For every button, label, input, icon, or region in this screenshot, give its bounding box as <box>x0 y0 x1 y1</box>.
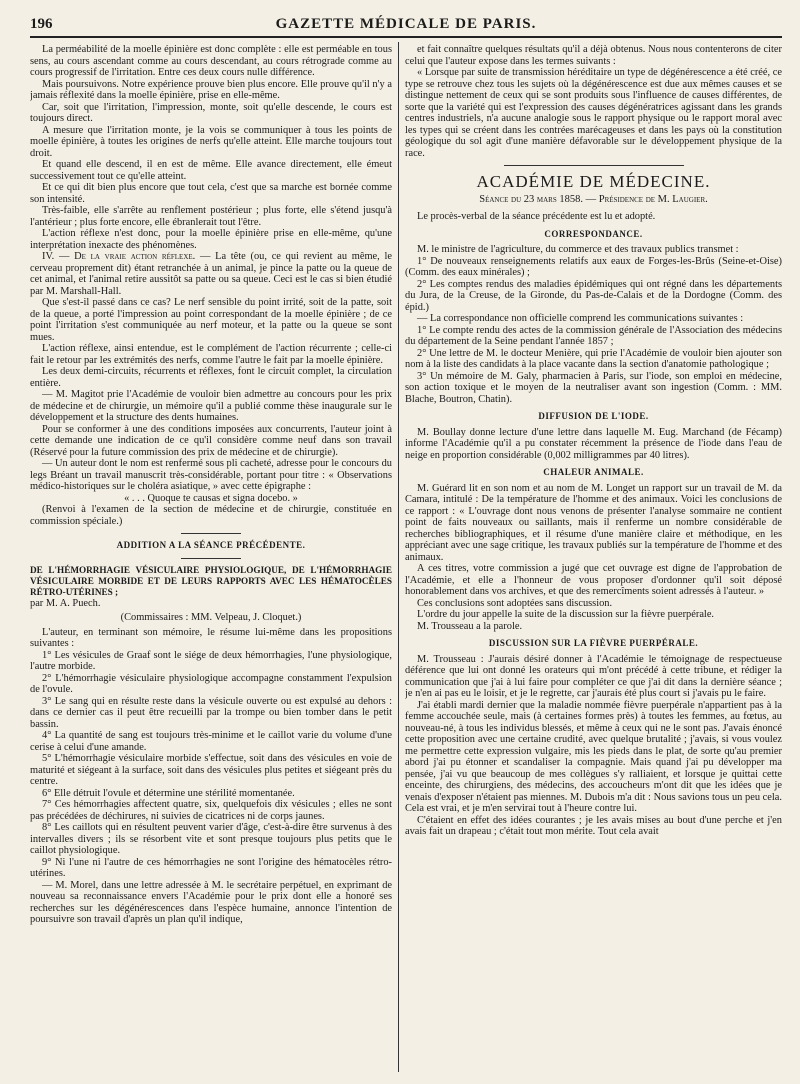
paragraph: — M. Morel, dans une lettre adressée à M. le secrétaire perpétuel, en exprimant de nouveau sa reconnaissance envers l'Académie pour le prix dont elle a honoré ses recherches sur les dégénérescences dans l'espèce humaine, annonce l'intention de poursuivre son travail d'après un plan qu'il indique, <box>30 879 392 925</box>
paragraph: Ces conclusions sont adoptées sans discussion. <box>417 597 613 609</box>
paragraph: Très-faible, elle s'arrête au renflement postérieur ; plus forte, elle s'étend jusqu'à l'antérieur ; plus forte encore, elle ébranlerait tout l'être. <box>30 205 392 228</box>
journal-title: GAZETTE MÉDICALE DE PARIS. <box>275 16 537 32</box>
paragraph: Et ce qui dit bien plus encore que tout cela, c'est que sa marche est bornée comme son intensité. <box>30 182 392 205</box>
quotation: « Lorsque par suite de transmission héréditaire un type de dégénérescence a été créé, ce type se retrouve chez tous les sujets où la dégénérescence est due aux mêmes causes et se distingue nettement de ceux qui se sont produits sous l'influence de causes différentes, de sorte que la variété qui est l'expression des causes dégénératrices agissant dans les grands centres industriels, n'a aucune analogie sous le rapport physique ou le rapport moral avec les types qui se créent dans les contrées marécageuses et dans les pays où la constitution géologique du sol agit d'une manière défavorable sur le développement physique de la race. <box>405 67 782 159</box>
separator <box>181 558 241 559</box>
left-column <box>30 44 392 926</box>
session-line: Séance du 23 mars 1858. — Présidence de M. Laugier. <box>479 193 708 205</box>
paragraph: L'action réflexe, ainsi entendue, est le complément de l'action récurrente ; celle-ci fait le retour par les extrémités des nerfs, comme l'autre le fait par la moelle épinière. <box>30 343 392 366</box>
paragraph: — Un auteur dont le nom est renfermé sous pli cacheté, adresse pour le concours du legs Bréant un travail manuscrit très-considérable, portant pour titre : « Observations médico-historiques sur le choléra asiatique, » avec cette épigraphe : <box>30 458 392 492</box>
paragraph: Le procès-verbal de la séance précédente est lu et adopté. <box>417 211 656 222</box>
list-item: 6° Elle détruit l'ovule et détermine une stérilité momentanée. <box>42 787 295 799</box>
section-heading: CHALEUR ANIMALE. <box>543 467 644 477</box>
paragraph: Pour se conformer à une des conditions imposées aux concurrents, l'auteur joint à cette demande une indication de ce qu'il considère comme neuf dans son travail (Réservé pour la future commission des prix de médecine et de chirurgie). <box>30 423 392 458</box>
section-label: IV. — De la vraie action réflexe. <box>42 251 196 262</box>
section-title: ACADÉMIE DE MÉDECINE. <box>476 172 711 191</box>
paragraph: 1° De nouveaux renseignements relatifs aux eaux de Forges-les-Brûs (Seine-et-Oise) (Comm. des eaux minérales) ; <box>405 255 782 278</box>
page-number: 196 <box>30 16 53 32</box>
paragraph: 2° Les comptes rendus des maladies épidémiques qui ont régné dans les départements du Jura, de la Creuse, de la Gironde, du Pas-de-Calais et de la Dordogne (Comm. des épid.) <box>405 278 782 313</box>
paragraph: 1° Le compte rendu des actes de la commission générale de l'Association des médecins du département de la Seine pendant l'année 1857 ; <box>405 324 782 347</box>
list-item: 9° Ni l'une ni l'autre de ces hémorrhagies ne sont l'origine des hématocèles rétro-utérines. <box>30 856 392 879</box>
paragraph: Car, soit que l'irritation, l'impression, monte, soit qu'elle descende, le cours est toujours direct. <box>30 101 392 124</box>
section-heading: CORRESPONDANCE. <box>544 228 643 239</box>
paragraph: Les deux demi-circuits, récurrents et réflexes, font le circuit complet, la circulation entière. <box>30 366 392 389</box>
paragraph: M. le ministre de l'agriculture, du commerce et des travaux publics transmet : <box>417 244 739 255</box>
paragraph: La perméabilité de la moelle épinière est donc complète : elle est perméable en tous sens, au cours ascendant comme au cours descendant, au cours rétrograde comme au cours progressif de l'irritation. Entre ces deux cours nulle différence. <box>30 44 392 78</box>
epigraph: « . . . Quoque te causas et signa docebo. » <box>124 492 298 504</box>
paragraph: M. Trousseau : J'aurais désiré donner à l'Académie le témoignage de respectueuse déférence que lui ont donné les orateurs qui m'ont précédé à cette tribune, et rédiger la communication que j'ai à lui faire pour compléter ce que j'ai dit dans la dernière séance ; je n'en ai pas eu le loisir, et je le regrette, car j'aurais été plus court si j'avais pu le faire. <box>405 653 782 699</box>
section-heading: DISCUSSION SUR LA FIÈVRE PUERPÉRALE. <box>488 638 699 648</box>
list-item: 7° Ces hémorrhagies affectent quatre, six, quelquefois dix vésicules ; elles ne sont pas précédées de déchirures, ni suivies de cicatrices ni de corps jaunes. <box>30 799 392 822</box>
paragraph: et fait connaître quelques résultats qu'il a déjà obtenus. Nous nous contenterons de citer celui que l'auteur expose dans les termes suivants : <box>405 44 782 67</box>
paragraph: Mais poursuivons. Notre expérience prouve bien plus encore. Elle prouve qu'il n'y a jamais réflexité dans la moelle épinière, prise en elle-même. <box>30 78 392 101</box>
paragraph: M. Guérard lit en son nom et au nom de M. Longet un rapport sur un travail de M. da Camara, intitulé : De la température de l'homme et des animaux. Voici les conclusions de ce rapport : « L'ouvrage dont nous venons de présenter l'analyse sommaire ne contient point de faits nouveaux ou saillants, mais il renferme un nombre considérable de recherches bibliographiques, et il résume d'une manière claire et méthodique, en les appréciant avec une sage critique, les travaux publiés sur la température de l'homme et des animaux. <box>405 482 782 563</box>
right-column <box>405 44 782 838</box>
paragraph: — La correspondance non officielle comprend les communications suivantes : <box>417 313 744 324</box>
paragraph: A ces titres, votre commission a jugé que cet ouvrage est digne de l'approbation de l'Académie, et elle a l'honneur de vous proposer d'ordonner qu'il soit déposé honorablement dans vos archives, et que des remercîments soient adressés à l'auteur. » <box>405 563 782 597</box>
section-heading: ADDITION A LA SÉANCE PRÉCÉDENTE. <box>116 540 306 550</box>
section-heading: DIFFUSION DE L'IODE. <box>538 411 649 421</box>
list-item: 5° L'hémorrhagie vésiculaire morbide s'effectue, soit dans des vésicules en voie de maturité et siégeant à la surface, soit dans des vésicules plus petites et siégeant près du centre. <box>30 753 392 787</box>
paragraph: L'action réflexe n'est donc, pour la moelle épinière prise en elle-même, qu'une interprétation inexacte des phénomènes. <box>30 228 392 251</box>
page-header <box>30 14 782 38</box>
list-item: 2° L'hémorrhagie vésiculaire physiologique accompagne constamment l'expulsion de l'ovule. <box>30 672 392 695</box>
separator <box>504 165 684 166</box>
paragraph: M. Boullay donne lecture d'une lettre dans laquelle M. Eug. Marchand (de Fécamp) informe l'Académie qu'il a pu constater récemment la présence de l'iode dans l'eau de neige en proportion considérable (0,002 milligrammes par 40 litres). <box>405 426 782 461</box>
paragraph: L'auteur, en terminant son mémoire, le résume lui-même dans les propositions suivantes : <box>30 626 392 649</box>
paragraph: L'ordre du jour appelle la suite de la discussion sur la fièvre puerpérale. <box>417 609 715 620</box>
column-divider <box>398 42 399 1072</box>
paragraph: Que s'est-il passé dans ce cas? Le nerf sensible du point irrité, soit de la patte, soit de la queue, a porté l'impression au point correspondant de la moelle épinière ; de ce point l'irritation s'est communiquée au nerf moteur, et la patte ou la queue se sont mues. <box>30 297 392 343</box>
list-item: 8° Les caillots qui en résultent peuvent varier d'âge, c'est-à-dire être survenus à des intervalles divers ; ils se résorbent vite et sont presque toujours plus petits que le caillot physiologique. <box>30 822 392 856</box>
paragraph: (Renvoi à l'examen de la section de médecine et de chirurgie, constituée en commission spéciale.) <box>30 504 392 527</box>
paragraph-text: — La tête (ou, ce qui revient au même, le cerveau proprement dit) étant retranchée à un animal, je pince la patte ou la queue de cet animal, et l'animal retire aussitôt sa patte ou sa queue. Ceci est le cas si bien étudié par M. Marshall-Hall. <box>30 251 392 297</box>
article-author: par M. A. Puech. <box>30 597 101 609</box>
paragraph: J'ai établi mardi dernier que la maladie nommée fièvre puerpérale n'appartient pas à la femme accouchée seule, mais (à certaines formes près) à toutes les femmes, au fœtus, au nouveau-né, à tous les individus blessés, et même à ceux qui ne le sont pas. J'avais énoncé cette proposition avec une certaine crudité, avec quelque brutalité ; j'avais, si vous voulez me permettre cette expression vulgaire, mis les pieds dans le plat, de sorte qu'au premier abord j'ai pu étonner et scandaliser la compagnie. Mais quand j'ai pu développer ma pensée, j'ai vu que beaucoup de mes collègues s'y ralliaient, et lorsque je quittai cette enceinte, des chirurgiens, des médecins, des accoucheurs m'ont dit que les idées que je venais d'exposer n'étaient pas miennes. M. Dubois m'a dit : Nous savions tous un peu cela. Cela est vrai, et je m'en servirai tout à l'heure contre lui. <box>405 699 782 814</box>
paragraph: A mesure que l'irritation monte, je la vois se communiquer à tous les points de moelle épinière, à toutes les origines de nerfs qu'elle atteint. Elle marche toujours tout droit. <box>30 124 392 159</box>
paragraph: C'étaient en effet des idées courantes ; je les avais mises au bout d'une perche et j'en avais fait un drapeau ; c'était tout mon mérite. Tout cela avait <box>405 814 782 837</box>
commissaires: (Commissaires : MM. Velpeau, J. Cloquet.) <box>120 612 302 623</box>
paragraph: M. Trousseau a la parole. <box>417 620 523 632</box>
paragraph: — M. Magitot prie l'Académie de vouloir bien admettre au concours pour les prix de médecine et de chirurgie, un mémoire qu'il a publié comme thèse inaugurale sur le développement et la structure des dents humaines. <box>30 389 392 423</box>
list-item: 4° La quantité de sang est toujours très-minime et le caillot varie du volume d'une cerise à celui d'une amande. <box>30 730 392 753</box>
paragraph: 2° Une lettre de M. le docteur Menière, qui prie l'Académie de vouloir bien ajouter son nom à la liste des candidats à la place vacante dans la section d'anatomie pathologique ; <box>405 347 782 370</box>
paragraph <box>30 251 392 297</box>
list-item: 1° Les vésicules de Graaf sont le siége de deux hémorrhagies, l'une physiologique, l'autre morbide. <box>30 649 392 672</box>
separator <box>181 533 241 534</box>
list-item: 3° Le sang qui en résulte reste dans la vésicule ouverte ou est expulsé au dehors : dans ce dernier cas il peut être recueilli par la trompe ou bien tomber dans le petit bassin. <box>30 695 392 730</box>
article-title: DE L'HÉMORRHAGIE VÉSICULAIRE PHYSIOLOGIQUE, DE L'HÉMORRHAGIE VÉSICULAIRE MORBIDE ET DE LEURS RAPPORTS AVEC LES HÉMATOCÈLES RÉTRO-UTÉRINES ; <box>30 564 392 597</box>
paragraph: 3° Un mémoire de M. Galy, pharmacien à Paris, sur l'iode, son emploi en médecine, son action toxique et le moyen de la neutraliser avant son ingestion (Comm. : MM. Blache, Boutron, Chatin). <box>405 370 782 405</box>
paragraph: Et quand elle descend, il en est de même. Elle avance directement, elle émeut successivement tout ce qu'elle atteint. <box>30 159 392 182</box>
